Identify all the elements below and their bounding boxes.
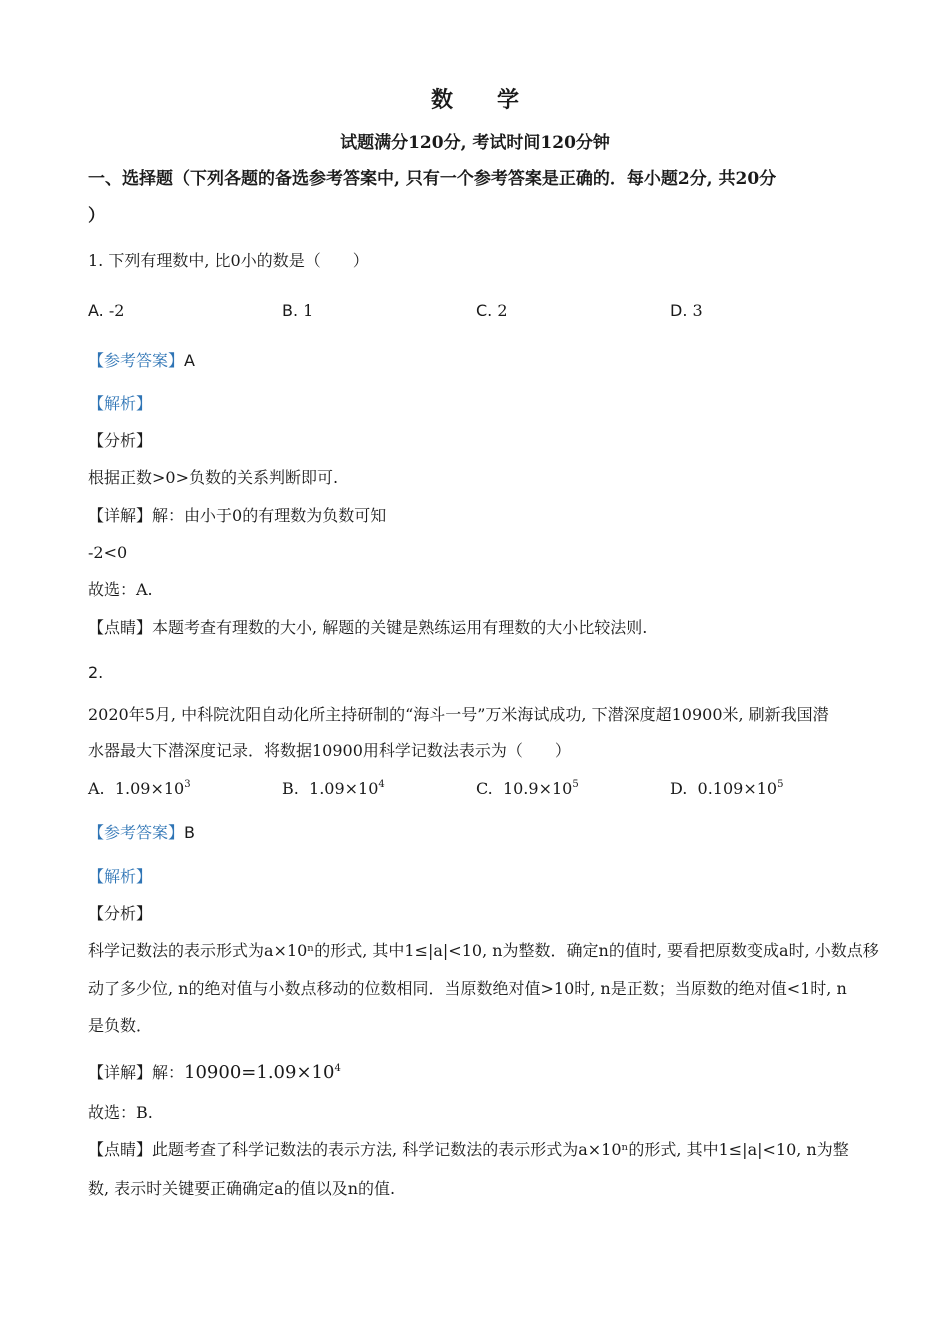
q2-option-b [282,778,385,800]
q2-fenxi-label: 【分析】 [88,904,153,923]
option-letter: D. [670,779,688,798]
detail-formula: 10900=1.09×10 [184,1062,335,1083]
q2-option-a [88,778,191,800]
q1-detail [88,505,386,527]
q2-stem-line1: 2020年5月, 中科院沈阳自动化所主持研制的“海斗一号”万米海试成功, 下潜深度超10900米, 刷新我国潜 [88,705,829,724]
option-base: 10.9×10 [502,779,573,798]
q1-option-a [88,300,124,322]
q2-answer [88,822,195,844]
q2-option-d [670,778,783,800]
comment-text: 本题考查有理数的大小, 解题的关键是熟练运用有理数的大小比较法则. [152,618,648,637]
answer-value: A [184,351,195,370]
q2-comment-line1 [88,1139,849,1161]
comment-text: 此题考查了科学记数法的表示方法, 科学记数法的表示形式为a×10ⁿ的形式, 其中1≤|a|<10, n为整 [152,1140,849,1159]
option-base: 1.09×10 [309,779,379,798]
section-heading-cont: ） [88,206,105,226]
q2-option-c [476,778,579,800]
detail-text: 解：由小于0的有理数为负数可知 [152,506,387,525]
option-text: 3 [687,301,703,320]
option-letter: A. [88,779,105,798]
option-exponent: 3 [184,778,191,790]
option-letter: A. [88,301,104,320]
answer-label: 【参考答案】 [88,351,185,370]
q1-stem: 1. 下列有理数中, 比0小的数是（ ） [88,251,369,270]
q2-analysis-line1: 科学记数法的表示形式为a×10ⁿ的形式, 其中1≤|a|<10, n为整数．确定n的值时, 要看把原数变成a时, 小数点移 [88,941,879,960]
option-exponent: 4 [378,778,385,790]
q2-stem-line2: 水器最大下潜深度记录．将数据10900用科学记数法表示为（ ） [88,741,571,760]
option-letter: C. [476,779,493,798]
comment-label: 【点睛】 [88,1140,153,1159]
q1-option-c [476,300,508,322]
option-letter: B. [282,301,299,320]
answer-value: B [184,823,195,842]
option-letter: D. [670,301,688,320]
option-base: 1.09×10 [114,779,185,798]
comment-label: 【点睛】 [88,618,153,637]
q1-choice: 故选：A. [88,580,153,599]
q1-step: -2<0 [88,543,128,562]
option-text: 2 [492,301,508,320]
q2-detail [88,1062,341,1084]
q1-analysis: 根据正数>0>负数的关系判断即可. [88,468,339,487]
q2-choice: 故选：B. [88,1103,153,1122]
q1-comment [88,617,647,639]
exam-subtitle: 试题满分120分, 考试时间120分钟 [340,133,610,153]
q1-option-d [670,300,703,322]
q2-jiexi-label: 【解析】 [88,867,153,886]
option-letter: C. [476,301,493,320]
q2-number: 2. [88,663,104,682]
q2-analysis-line3: 是负数． [88,1016,153,1035]
q2-analysis-line2: 动了多少位, n的绝对值与小数点移动的位数相同．当原数绝对值>10时, n是正数；当原数的绝对值<1时, n [88,979,847,998]
option-exponent: 5 [572,778,579,790]
option-text: 1 [298,301,314,320]
detail-prefix: 解： [152,1063,185,1082]
option-base: 0.109×10 [697,779,778,798]
detail-exponent: 4 [334,1062,341,1074]
option-exponent: 5 [777,778,784,790]
section-heading: 一、选择题（下列各题的备选参考答案中, 只有一个参考答案是正确的．每小题2分, 共20分 [88,169,777,189]
option-text: -2 [103,301,125,320]
detail-label: 【详解】 [88,506,153,525]
q1-jiexi-label: 【解析】 [88,394,153,413]
option-letter: B. [282,779,299,798]
q2-comment-line2: 数, 表示时关键要正确确定a的值以及n的值. [88,1179,396,1198]
answer-label: 【参考答案】 [88,823,185,842]
page-title: 数 学 [430,87,519,113]
q1-answer [88,350,195,372]
q1-option-b [282,300,313,322]
q1-fenxi-label: 【分析】 [88,431,153,450]
detail-label: 【详解】 [88,1063,153,1082]
